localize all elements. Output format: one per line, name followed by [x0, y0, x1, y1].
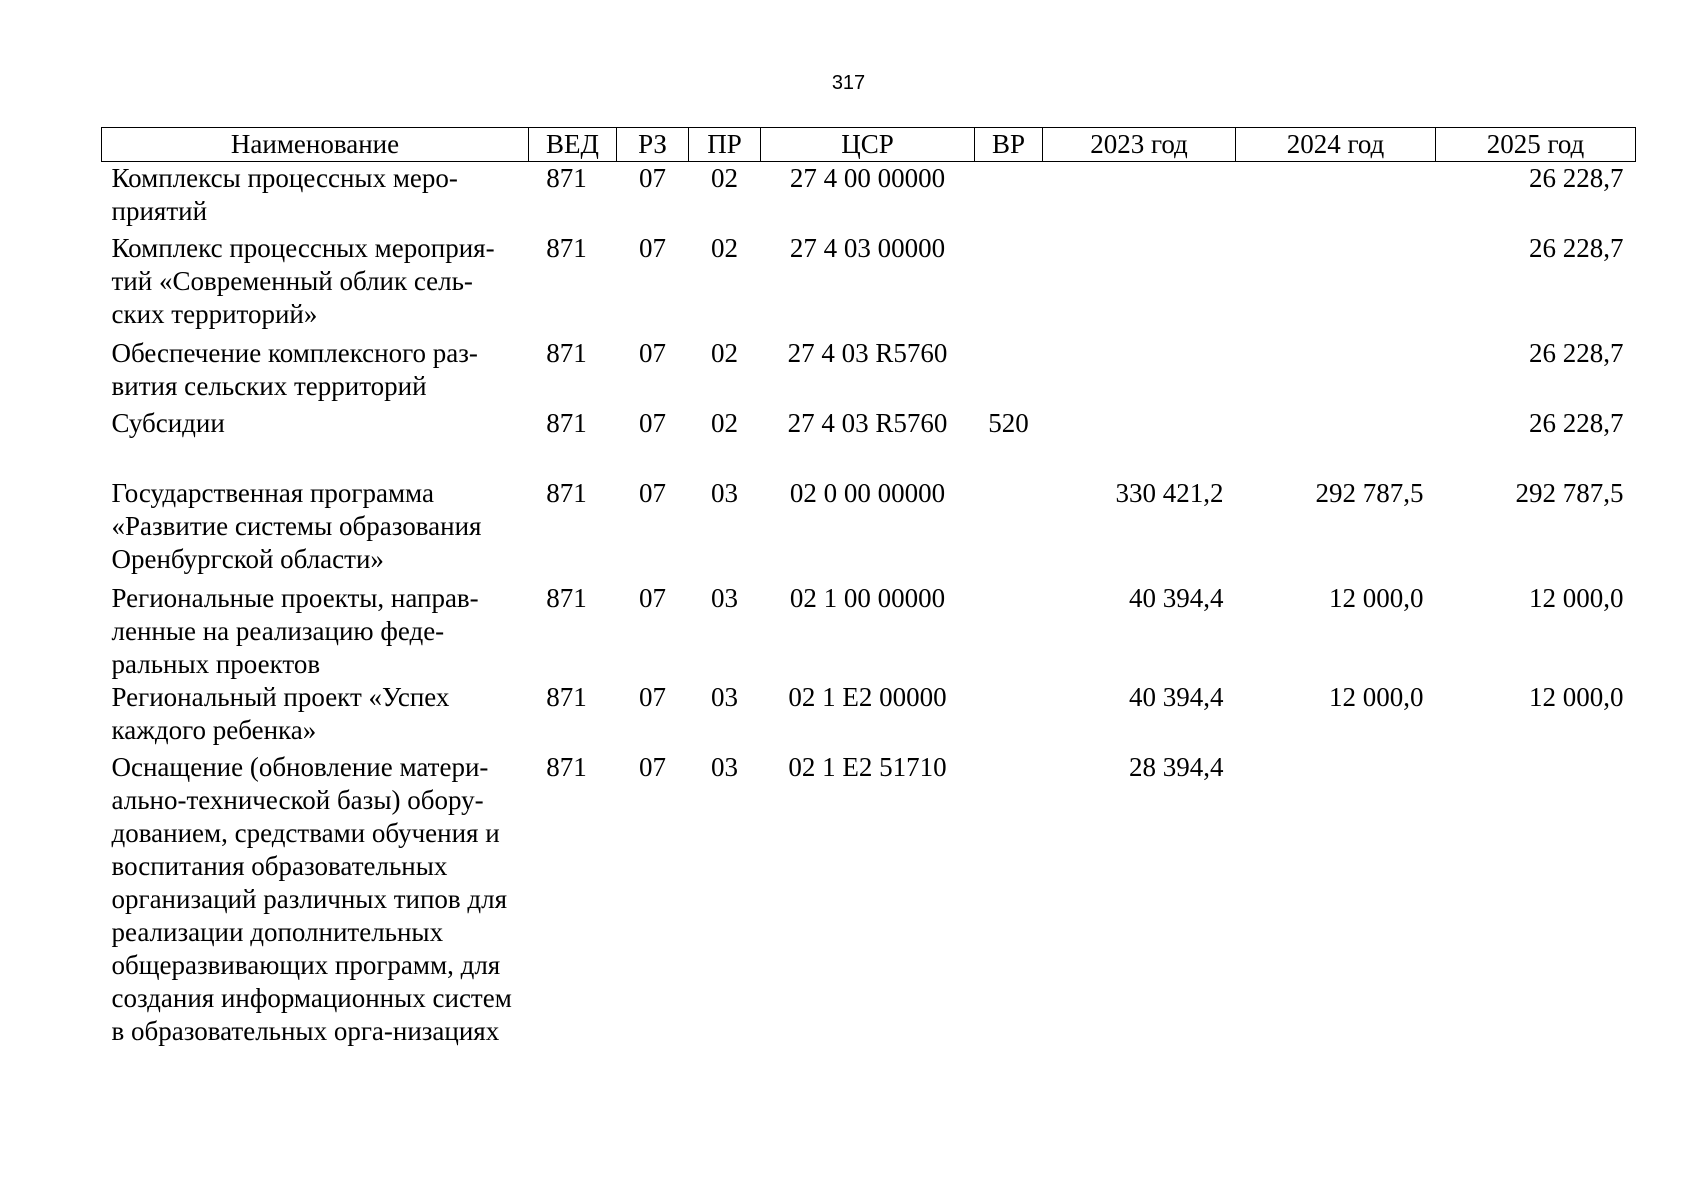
row-2024: [1236, 751, 1436, 1048]
table-row: [102, 232, 1636, 337]
row-rz: 07: [639, 232, 666, 263]
row-2025: 12 000,0: [1529, 681, 1624, 712]
row-pr: 02: [711, 407, 738, 438]
table-header-row: [102, 128, 1636, 162]
table-row: [102, 751, 1636, 1048]
row-pr: 02: [711, 232, 738, 263]
row-2025: 12 000,0: [1529, 582, 1624, 613]
row-2025: 26 228,7: [1529, 163, 1624, 193]
row-vr: [975, 681, 1043, 751]
row-rz: 07: [639, 582, 666, 613]
row-pr: 03: [711, 681, 738, 712]
row-rz: 07: [639, 477, 666, 508]
row-name: Субсидии: [111, 407, 225, 438]
row-pr: 03: [711, 582, 738, 613]
row-ved: 871: [546, 751, 587, 782]
row-2023: [1043, 232, 1236, 337]
table-row: [102, 477, 1636, 582]
row-2024: [1236, 337, 1436, 407]
row-vr: [975, 337, 1043, 407]
budget-table: [101, 127, 1636, 1048]
row-name: Государственная программа «Развитие системы образования Оренбургской области»: [111, 477, 482, 574]
row-ved: 871: [546, 582, 587, 613]
table-row: [102, 681, 1636, 751]
row-vr: [975, 751, 1043, 1048]
table-row: [102, 337, 1636, 407]
row-2024: [1236, 407, 1436, 477]
header-name: Наименование: [102, 128, 529, 162]
row-csr: 27 4 03 R5760: [787, 407, 948, 438]
row-ved: 871: [546, 681, 587, 712]
header-vr: ВР: [975, 128, 1043, 162]
row-2023: [1043, 337, 1236, 407]
row-name: Региональный проект «Успех каждого ребенка»: [111, 681, 450, 745]
row-2025: 26 228,7: [1529, 337, 1624, 368]
row-ved: 871: [546, 232, 587, 263]
row-csr: 27 4 03 00000: [789, 232, 946, 263]
row-2025: [1436, 751, 1636, 1048]
row-2024: [1236, 232, 1436, 337]
header-csr: ЦСР: [761, 128, 975, 162]
row-rz: 07: [639, 407, 666, 438]
row-name: Комплекс процессных мероприя-тий «Современный облик сель-ских территорий»: [111, 232, 495, 329]
table-row: [102, 162, 1636, 232]
row-ved: 871: [546, 337, 587, 368]
row-ved: 871: [546, 407, 587, 438]
row-2023: 28 394,4: [1129, 751, 1224, 782]
row-2025: 26 228,7: [1529, 232, 1624, 263]
page-number: 317: [831, 72, 866, 94]
row-rz: 07: [639, 337, 666, 368]
row-pr: 03: [711, 751, 738, 782]
row-name: Региональные проекты, направ-ленные на реализацию феде-ральных проектов: [111, 582, 479, 679]
header-2023: 2023 год: [1043, 128, 1236, 162]
header-pr: ПР: [689, 128, 761, 162]
row-2023: 330 421,2: [1115, 477, 1224, 508]
row-csr: 02 1 00 00000: [789, 582, 946, 613]
row-2024: 12 000,0: [1329, 582, 1424, 613]
row-pr: 02: [711, 163, 738, 193]
row-rz: 07: [639, 681, 666, 712]
row-csr: 27 4 00 00000: [789, 163, 946, 193]
row-name: Оснащение (обновление матери-ально-технической базы) обору-дованием, средствами обучения и воспитания образовательных организаций различных типов для реализации дополнительных общеразвивающих программ, для создания информационных систем в образовательных орга-низациях: [111, 751, 512, 1046]
row-vr: [975, 232, 1043, 337]
row-pr: 03: [711, 477, 738, 508]
row-csr: 02 1 E2 00000: [788, 681, 947, 712]
header-ved: ВЕД: [529, 128, 617, 162]
row-2024: 12 000,0: [1329, 681, 1424, 712]
row-2023: 40 394,4: [1129, 681, 1224, 712]
header-2024: 2024 год: [1236, 128, 1436, 162]
table-row: [102, 407, 1636, 477]
row-2023: [1043, 162, 1236, 232]
row-name: Комплексы процессных меро-приятий: [111, 163, 458, 226]
table-row: [102, 582, 1636, 681]
row-2025: 292 787,5: [1515, 477, 1624, 508]
row-2025: 26 228,7: [1529, 407, 1624, 438]
row-vr: [975, 582, 1043, 681]
row-2023: [1043, 407, 1236, 477]
row-vr: 520: [988, 407, 1029, 438]
row-2024: [1236, 162, 1436, 232]
row-vr: [975, 477, 1043, 582]
row-vr: [975, 162, 1043, 232]
row-rz: 07: [639, 163, 666, 193]
row-ved: 871: [546, 163, 587, 193]
row-csr: 02 1 E2 51710: [788, 751, 947, 782]
header-2025: 2025 год: [1436, 128, 1636, 162]
row-csr: 27 4 03 R5760: [787, 337, 948, 368]
row-2023: 40 394,4: [1129, 582, 1224, 613]
header-rz: РЗ: [617, 128, 689, 162]
row-2024: 292 787,5: [1315, 477, 1424, 508]
row-ved: 871: [546, 477, 587, 508]
row-rz: 07: [639, 751, 666, 782]
row-pr: 02: [711, 337, 738, 368]
row-csr: 02 0 00 00000: [789, 477, 946, 508]
row-name: Обеспечение комплексного раз-вития сельских территорий: [111, 337, 478, 401]
